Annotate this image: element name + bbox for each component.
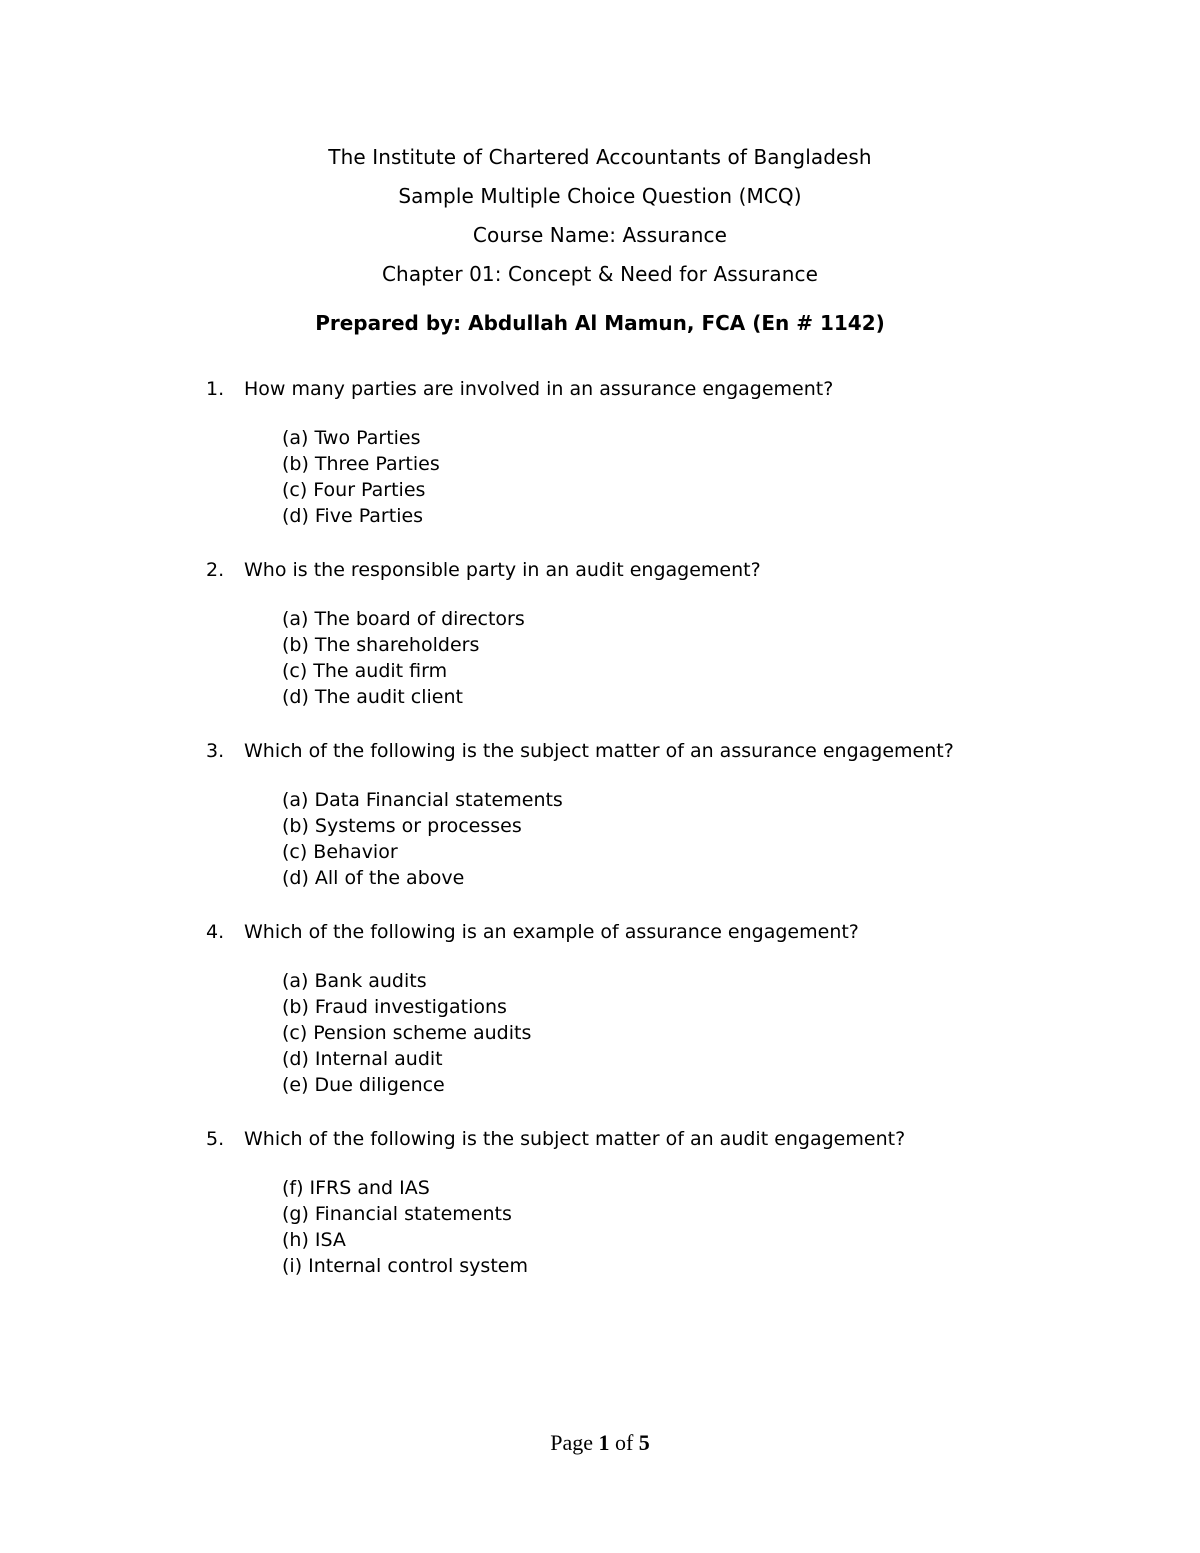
question-text: How many parties are involved in an assurance engagement? [244, 378, 834, 400]
option-letter: (a) [282, 970, 309, 992]
of-word: of [614, 1430, 634, 1455]
question-number: 4. [206, 921, 225, 943]
page-word: Page [550, 1430, 593, 1455]
question-item [206, 373, 1106, 529]
option-text: Data Financial statements [314, 789, 563, 811]
document-header [0, 138, 1200, 337]
answer-option [282, 839, 1106, 865]
option-letter: (f) [282, 1177, 304, 1199]
question-line [206, 735, 1106, 767]
option-letter: (h) [282, 1229, 309, 1251]
option-text: Fraud investigations [314, 996, 507, 1018]
option-text: All of the above [314, 867, 465, 889]
option-text: Five Parties [314, 505, 424, 527]
option-text: Systems or processes [314, 815, 522, 837]
answer-option [282, 1201, 1106, 1227]
question-number: 1. [206, 378, 225, 400]
option-text: The shareholders [314, 634, 480, 656]
option-text: The board of directors [314, 608, 525, 630]
question-list [206, 373, 1106, 1304]
answer-option [282, 425, 1106, 451]
question-line [206, 916, 1106, 948]
option-letter: (a) [282, 608, 309, 630]
option-text: Internal audit [314, 1048, 443, 1070]
answer-option [282, 606, 1106, 632]
answer-option [282, 1175, 1106, 1201]
question-number: 2. [206, 559, 225, 581]
answer-option [282, 1072, 1106, 1098]
option-letter: (c) [282, 660, 308, 682]
option-letter: (b) [282, 815, 309, 837]
option-letter: (d) [282, 1048, 309, 1070]
question-line [206, 554, 1106, 586]
current-page-number: 1 [598, 1430, 610, 1455]
question-text: Who is the responsible party in an audit engagement? [244, 559, 761, 581]
option-letter: (c) [282, 841, 308, 863]
option-letter: (g) [282, 1203, 309, 1225]
answer-option [282, 477, 1106, 503]
option-letter: (c) [282, 479, 308, 501]
option-text: ISA [314, 1229, 346, 1251]
option-text: The audit client [314, 686, 463, 708]
option-text: Internal control system [308, 1255, 528, 1277]
answer-options [282, 787, 1106, 891]
option-letter: (b) [282, 453, 309, 475]
option-letter: (d) [282, 505, 309, 527]
option-text: Financial statements [314, 1203, 512, 1225]
question-text: Which of the following is the subject matter of an audit engagement? [244, 1128, 906, 1150]
question-number: 3. [206, 740, 225, 762]
option-letter: (i) [282, 1255, 303, 1277]
answer-option [282, 994, 1106, 1020]
option-text: Behavior [313, 841, 398, 863]
option-text: Due diligence [314, 1074, 445, 1096]
answer-option [282, 451, 1106, 477]
option-text: The audit firm [313, 660, 448, 682]
answer-option [282, 684, 1106, 710]
option-letter: (e) [282, 1074, 309, 1096]
question-item [206, 916, 1106, 1098]
answer-options [282, 1175, 1106, 1279]
question-number: 5. [206, 1128, 225, 1150]
answer-option [282, 632, 1106, 658]
prepared-by: Prepared by: Abdullah Al Mamun, FCA (En # 1142) [315, 311, 885, 335]
option-text: Bank audits [314, 970, 427, 992]
option-text: Three Parties [314, 453, 440, 475]
total-page-count: 5 [638, 1430, 650, 1455]
document-type: Sample Multiple Choice Question (MCQ) [398, 184, 802, 208]
answer-option [282, 1046, 1106, 1072]
answer-option [282, 658, 1106, 684]
option-letter: (d) [282, 867, 309, 889]
answer-options [282, 425, 1106, 529]
question-text: Which of the following is the subject matter of an assurance engagement? [244, 740, 954, 762]
answer-option [282, 968, 1106, 994]
question-item [206, 735, 1106, 891]
option-letter: (d) [282, 686, 309, 708]
answer-option [282, 1253, 1106, 1279]
page-footer [0, 1428, 1200, 1458]
option-letter: (b) [282, 634, 309, 656]
option-text: Two Parties [314, 427, 421, 449]
option-text: Pension scheme audits [313, 1022, 532, 1044]
course-name: Course Name: Assurance [472, 223, 728, 247]
answer-option [282, 1227, 1106, 1253]
answer-option [282, 1020, 1106, 1046]
question-item [206, 554, 1106, 710]
question-line [206, 373, 1106, 405]
answer-options [282, 968, 1106, 1098]
answer-option [282, 865, 1106, 891]
chapter-title: Chapter 01: Concept & Need for Assurance [381, 262, 819, 286]
institute-name: The Institute of Chartered Accountants of Bangladesh [328, 145, 872, 169]
question-text: Which of the following is an example of assurance engagement? [244, 921, 859, 943]
question-item [206, 1123, 1106, 1279]
option-letter: (a) [282, 427, 309, 449]
answer-option [282, 503, 1106, 529]
question-line [206, 1123, 1106, 1155]
answer-option [282, 787, 1106, 813]
option-letter: (b) [282, 996, 309, 1018]
option-letter: (a) [282, 789, 309, 811]
answer-option [282, 813, 1106, 839]
option-text: IFRS and IAS [309, 1177, 430, 1199]
option-text: Four Parties [313, 479, 426, 501]
answer-options [282, 606, 1106, 710]
option-letter: (c) [282, 1022, 308, 1044]
